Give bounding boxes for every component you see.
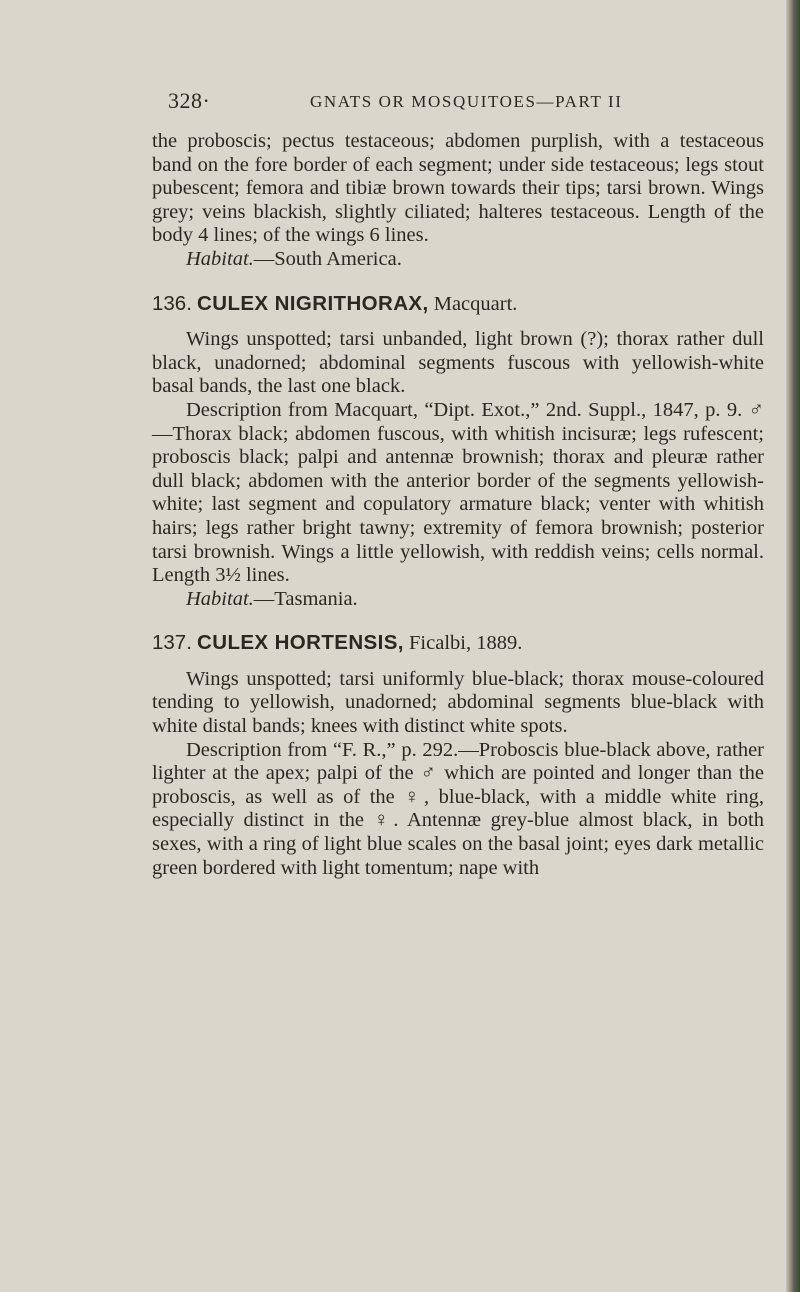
page-edge-binding — [786, 0, 800, 1292]
habitat-label: Habitat. — [186, 247, 254, 270]
body-text — [152, 130, 764, 880]
species-author: Macquart. — [433, 292, 518, 315]
species-name: CULEX NIGRITHORAX, — [197, 291, 429, 315]
habitat-value: —Tasmania. — [253, 587, 358, 610]
page-number: 328· — [168, 88, 211, 113]
species-137-summary: Wings unspotted; tarsi uniformly blue-black; thorax mouse-coloured tending to yellowish, unadorned; abdominal segments blue-black with white distal bands; knees with distinct white spots. — [152, 667, 764, 738]
habitat-line-tasmania — [152, 588, 764, 612]
species-136-description: Description from Macquart, “Dipt. Exot.,” 2nd. Suppl., 1847, p. 9. ♂—Thorax black; abdomen fuscous, with whitish incisuræ; legs rufescent; proboscis black; palpi and antennæ brownish; thorax and pleuræ rather dull black; abdomen with the anterior border of the segments yellowish-white; last segment and copulatory armature black; venter with whitish hairs; legs rather bright tawny; extremity of femora brownish; posterior tarsi brownish. Wings a little yellowish, with reddish veins; cells normal. Length 3½ lines. — [152, 398, 764, 587]
species-heading-136 — [152, 292, 764, 317]
habitat-label: Habitat. — [186, 587, 254, 610]
species-name: CULEX HORTENSIS, — [197, 631, 404, 655]
species-number: 137. — [152, 631, 192, 655]
species-137-description: Description from “F. R.,” p. 292.—Proboscis blue-black above, rather lighter at the apex; palpi of the ♂ which are pointed and longer than the proboscis, as well as of the ♀, blue-black, with a middle white ring, especially distinct in the ♀. Antennæ grey-blue almost black, in both sexes, with a ring of light blue scales on the basal joint; eyes dark metallic green bordered with light tomentum; nape with — [152, 738, 764, 879]
running-head: GNATS OR MOSQUITOES—PART II — [310, 92, 623, 111]
species-heading-137 — [152, 631, 764, 656]
page-header — [168, 88, 768, 118]
species-number: 136. — [152, 291, 192, 315]
habitat-value: —South America. — [253, 247, 402, 270]
species-136-summary: Wings unspotted; tarsi unbanded, light brown (?); thorax rather dull black, unadorned; abdominal segments fuscous with yellowish-white basal bands, the last one black. — [152, 328, 764, 398]
species-author: Ficalbi, 1889. — [409, 632, 523, 655]
habitat-line-south-america — [152, 248, 764, 272]
paragraph-continuation: the proboscis; pectus testaceous; abdomen purplish, with a testaceous band on the fore border of each segment; under side testaceous; legs stout pubescent; femora and tibiæ brown towards their tips; tarsi brown. Wings grey; veins blackish, slightly ciliated; halteres testaceous. Length of the body 4 lines; of the wings 6 lines. — [152, 130, 764, 247]
